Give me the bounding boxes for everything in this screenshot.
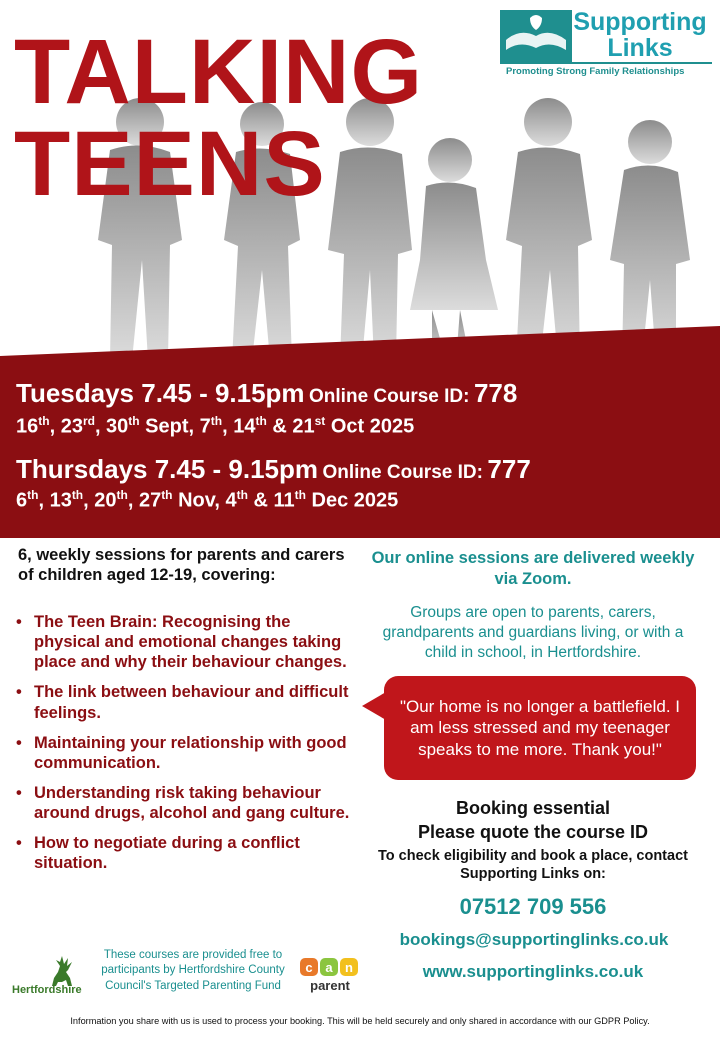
tuesday-dates [16,414,414,439]
date-ordinal: th [236,488,248,502]
date-text: , 23 [49,415,83,438]
testimonial-text: "Our home is no longer a battlefield. I am less stressed and my teenager speaks to me more. Thank you!" [399,697,681,759]
logo-divider [500,62,712,64]
date-ordinal: th [38,414,50,428]
tuesday-schedule [16,378,517,409]
date-ordinal: th [116,488,128,502]
course-intro: 6, weekly sessions for parents and carers of children aged 12-19, covering: [18,546,345,585]
date-ordinal: th [210,414,223,428]
topic-item: • How to negotiate during a conflict situation. [14,833,354,873]
website-link[interactable]: www.supportinglinks.co.uk [422,962,644,981]
thursday-day-time: Thursdays 7.45 - 9.15pm [16,454,319,484]
thursday-schedule [16,454,531,485]
topic-item: • Understanding risk taking behaviour around drugs, alcohol and gang culture. [14,783,354,823]
logo-tagline: Promoting Strong Family Relationships [506,66,685,77]
thursday-course-id: 777 [487,454,531,484]
date-text: 16 [16,415,39,438]
date-ordinal: th [128,414,140,428]
svg-text:a: a [325,960,333,975]
testimonial-bubble [384,676,696,780]
date-text: & 11 [247,489,295,512]
date-text: , 14 [222,415,256,438]
date-text: Dec 2025 [305,489,399,512]
funding-note: These courses are provided free to participants by Hertfordshire County Council's Targeted Parenting Fund [101,949,285,992]
topics-list [14,612,354,883]
date-text: , 20 [83,489,117,512]
booking-quote-id: Please quote the course ID [417,822,649,842]
phone-number[interactable]: 07512 709 556 [459,894,607,919]
speech-bubble-tail [362,692,386,720]
email-link[interactable]: bookings@supportinglinks.co.uk [399,930,669,949]
date-text: 6 [16,489,28,512]
topic-item: • The link between behaviour and difficult feelings. [14,682,354,722]
date-text: , 27 [127,489,162,512]
topic-item: • Maintaining your relationship with good communication. [14,733,354,773]
page-title-line2: TEENS [14,113,326,215]
logo-name-line1: Supporting [573,8,707,36]
hertfordshire-logo-text: Hertfordshire [12,984,82,996]
booking-instructions: To check eligibility and book a place, contact Supporting Links on: [378,848,688,882]
canparent-logo [298,954,362,1004]
hands-heart-icon [500,10,572,62]
date-ordinal: th [71,488,84,502]
date-ordinal: th [27,488,39,502]
date-ordinal: st [314,414,326,428]
groups-note: Groups are open to parents, carers, grandparents and guardians living, or with a child in school, in Hertfordshire. [382,604,684,662]
date-text: Oct 2025 [325,415,415,438]
thursday-dates [16,488,398,513]
tuesday-course-id: 778 [473,378,518,408]
date-text: Nov, 4 [172,489,237,512]
date-ordinal: th [255,414,267,428]
svg-text:c: c [305,960,313,975]
date-ordinal: th [161,488,173,502]
topic-item: • The Teen Brain: Recognising the physical and emotional changes taking place and why their behaviour changes. [14,612,354,672]
booking-heading: Booking essential [455,798,611,818]
svg-text:parent: parent [310,978,350,993]
date-text: , 13 [38,489,72,512]
date-text: & 21 [266,415,315,438]
date-ordinal: th [294,488,306,502]
svg-text:n: n [345,960,353,975]
tuesday-day-time: Tuesdays 7.45 - 9.15pm [16,378,305,408]
logo-name-line2: Links [607,34,673,62]
date-ordinal: rd [82,414,95,428]
page-title-line1: TALKING [14,21,424,123]
date-text: Sept, 7 [139,415,211,438]
tuesday-course-label: Online Course ID: [309,386,470,407]
gdpr-notice: Information you share with us is used to process your booking. This will be held securely and only shared in accordance with our GDPR Policy. [70,1016,650,1026]
online-note: Our online sessions are delivered weekly via Zoom. [371,549,695,589]
date-text: , 30 [94,415,129,438]
supporting-links-logo [500,8,712,80]
thursday-course-label: Online Course ID: [322,462,483,483]
